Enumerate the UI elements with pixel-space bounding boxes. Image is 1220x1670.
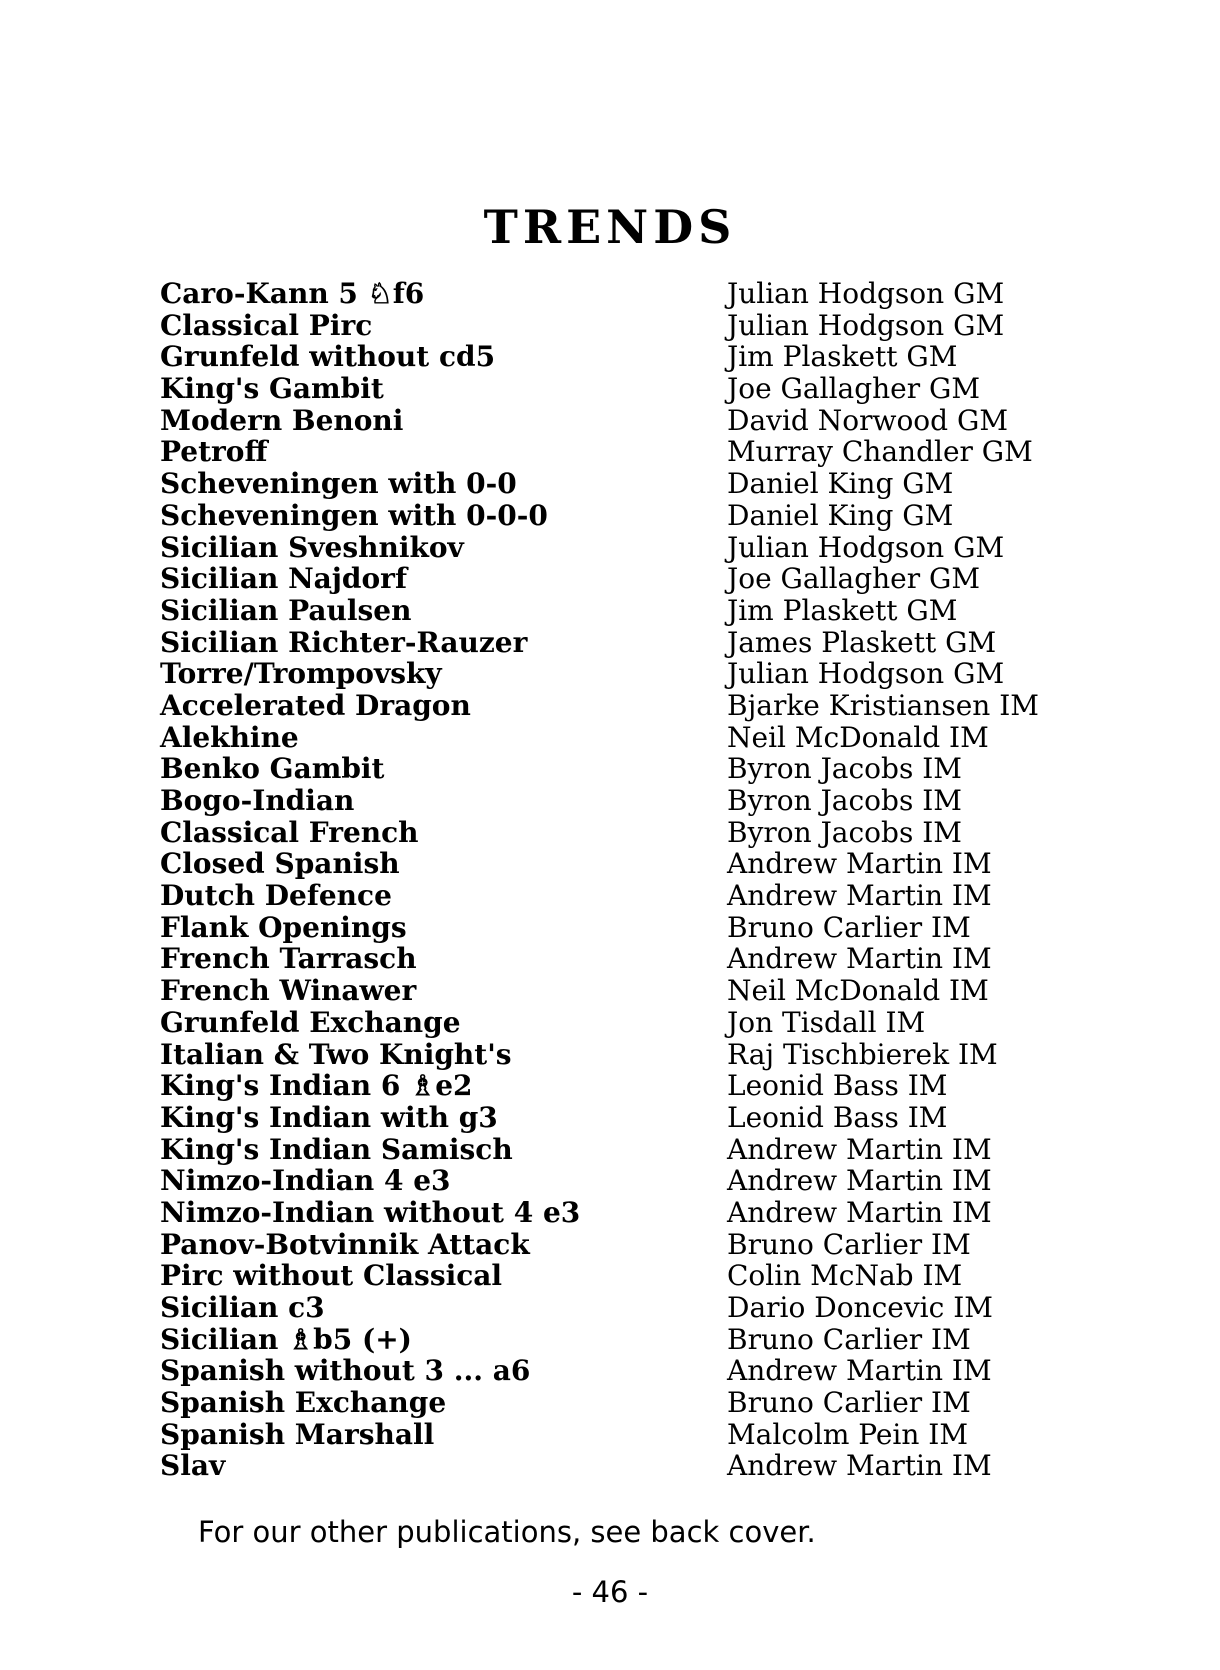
author-name: Andrew Martin IM bbox=[727, 1354, 992, 1388]
author-name: Andrew Martin IM bbox=[727, 879, 992, 913]
opening-title: Flank Openings bbox=[160, 910, 407, 944]
opening-title: Closed Spanish bbox=[160, 847, 400, 881]
author-name: Byron Jacobs IM bbox=[727, 752, 962, 786]
author-name: Bjarke Kristiansen IM bbox=[727, 688, 1039, 722]
page-title: TRENDS bbox=[483, 200, 737, 254]
opening-title: Sicilian c3 bbox=[160, 1291, 325, 1324]
opening-title: King's Indian with g3 bbox=[160, 1100, 498, 1134]
opening-title: Caro-Kann 5 ♘f6 bbox=[160, 277, 425, 310]
opening-title: Sicilian Najdorf bbox=[160, 562, 407, 596]
author-name: Leonid Bass IM bbox=[727, 1100, 948, 1134]
opening-title: Nimzo-Indian 4 e3 bbox=[160, 1164, 451, 1198]
opening-title: Accelerated Dragon bbox=[160, 688, 471, 722]
author-name: Jim Plaskett GM bbox=[727, 340, 958, 374]
author-name: Andrew Martin IM bbox=[727, 942, 992, 976]
opening-title: Modern Benoni bbox=[160, 403, 404, 437]
author-name: Raj Tischbierek IM bbox=[727, 1037, 998, 1071]
opening-title: Pirc without Classical bbox=[160, 1259, 503, 1293]
opening-title: Panov-Botvinnik Attack bbox=[160, 1227, 530, 1261]
author-name: Leonid Bass IM bbox=[727, 1069, 948, 1103]
author-name: Andrew Martin IM bbox=[727, 1195, 992, 1229]
author-name: Colin McNab IM bbox=[727, 1259, 963, 1293]
opening-title: Grunfeld without cd5 bbox=[160, 340, 496, 374]
authors-list bbox=[727, 278, 1039, 1482]
author-name: Neil McDonald IM bbox=[727, 974, 989, 1008]
opening-title: Bogo-Indian bbox=[160, 784, 355, 817]
author-name: Bruno Carlier IM bbox=[727, 1322, 971, 1356]
opening-title: Nimzo-Indian without 4 e3 bbox=[160, 1195, 581, 1229]
opening-title: Sicilian Sveshnikov bbox=[160, 530, 464, 564]
opening-title: King's Indian 6 ♗e2 bbox=[160, 1069, 473, 1103]
opening-title: Sicilian Richter-Rauzer bbox=[160, 625, 528, 659]
opening-title: King's Gambit bbox=[160, 372, 384, 406]
author-name: Dario Doncevic IM bbox=[727, 1291, 993, 1324]
author-name: Julian Hodgson GM bbox=[727, 277, 1005, 310]
opening-title: French Winawer bbox=[160, 974, 417, 1008]
opening-title: Classical Pirc bbox=[160, 308, 373, 342]
author-name: Andrew Martin IM bbox=[727, 1164, 992, 1198]
opening-title: Alekhine bbox=[160, 720, 299, 754]
author-name: Neil McDonald IM bbox=[727, 720, 989, 754]
opening-title: French Tarrasch bbox=[160, 942, 417, 976]
opening-title: Torre/Trompovsky bbox=[160, 657, 442, 691]
author-name: Bruno Carlier IM bbox=[727, 1386, 971, 1420]
author-name: Julian Hodgson GM bbox=[727, 657, 1005, 691]
author-name: Joe Gallagher GM bbox=[727, 372, 981, 406]
opening-title: Spanish without 3 ... a6 bbox=[160, 1354, 531, 1388]
author-name: Julian Hodgson GM bbox=[727, 308, 1005, 342]
opening-title: Sicilian Paulsen bbox=[160, 593, 412, 627]
author-name: Julian Hodgson GM bbox=[727, 530, 1005, 564]
author-name: Byron Jacobs IM bbox=[727, 784, 962, 817]
author-name: James Plaskett GM bbox=[727, 625, 997, 659]
author-name: Murray Chandler GM bbox=[727, 435, 1033, 469]
author-name: Daniel King GM bbox=[727, 467, 954, 501]
opening-title: Benko Gambit bbox=[160, 752, 385, 786]
opening-title: Spanish Exchange bbox=[160, 1386, 447, 1420]
opening-title: Dutch Defence bbox=[160, 879, 392, 913]
opening-title: Petroff bbox=[160, 435, 268, 469]
author-name: Joe Gallagher GM bbox=[727, 562, 981, 596]
author-name: Daniel King GM bbox=[727, 498, 954, 532]
opening-title: Scheveningen with 0-0-0 bbox=[160, 498, 548, 532]
author-name: Jon Tisdall IM bbox=[727, 1005, 926, 1039]
author-name: Andrew Martin IM bbox=[727, 1132, 992, 1166]
opening-title: Italian & Two Knight's bbox=[160, 1037, 512, 1071]
author-name: Andrew Martin IM bbox=[727, 1449, 992, 1483]
author-name: Andrew Martin IM bbox=[727, 847, 992, 881]
openings-list bbox=[160, 278, 580, 1482]
opening-title: King's Indian Samisch bbox=[160, 1132, 513, 1166]
author-name: David Norwood GM bbox=[727, 403, 1009, 437]
opening-title: Grunfeld Exchange bbox=[160, 1005, 461, 1039]
opening-title: Scheveningen with 0-0 bbox=[160, 467, 517, 501]
author-name: Bruno Carlier IM bbox=[727, 910, 971, 944]
author-name: Jim Plaskett GM bbox=[727, 593, 958, 627]
author-name: Bruno Carlier IM bbox=[727, 1227, 971, 1261]
opening-title: Sicilian ♗b5 (+) bbox=[160, 1322, 412, 1356]
opening-title: Classical French bbox=[160, 815, 419, 849]
opening-title: Slav bbox=[160, 1449, 226, 1483]
author-name: Byron Jacobs IM bbox=[727, 815, 962, 849]
author-name: Malcolm Pein IM bbox=[727, 1417, 969, 1451]
footnote: For our other publications, see back cover. bbox=[198, 1515, 816, 1549]
page-number: - 46 - bbox=[571, 1575, 649, 1609]
opening-title: Spanish Marshall bbox=[160, 1417, 435, 1451]
